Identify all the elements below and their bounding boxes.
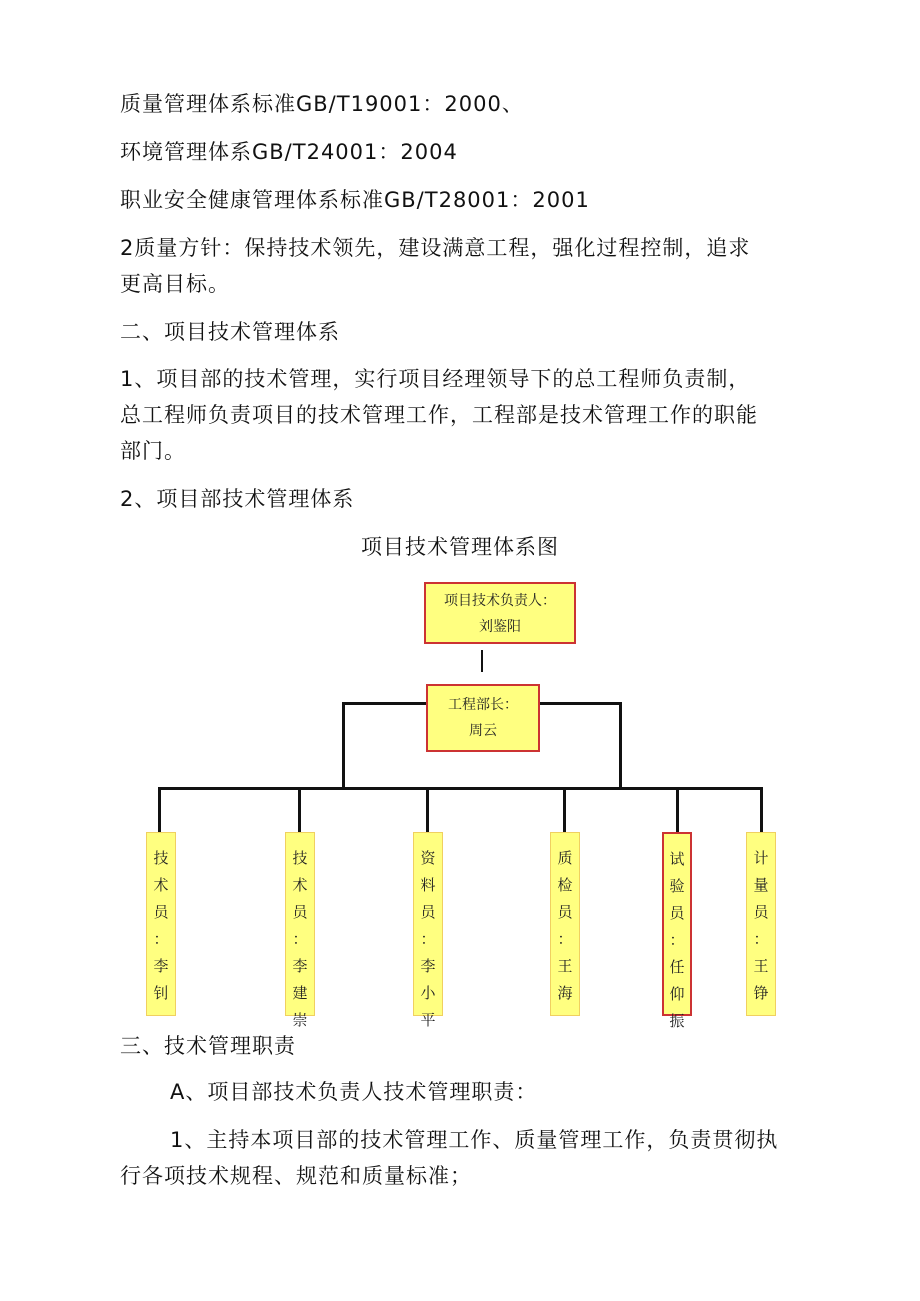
member-1-char: 钊	[153, 984, 169, 1002]
paragraph-tech-system: 2、项目部技术管理体系	[120, 487, 355, 511]
connector-left-v	[342, 702, 345, 790]
org-box-member-5	[662, 832, 692, 1030]
member-2-char: 技	[292, 849, 308, 867]
member-5-char: 仰	[669, 985, 685, 1003]
member-3-char: ：	[420, 930, 436, 948]
member-4-char: 检	[557, 876, 573, 894]
member-1-char: 员	[153, 903, 169, 921]
member-2-char: ：	[292, 930, 308, 948]
connector-drop-2	[298, 787, 301, 832]
paragraph-quality-policy-1: 2质量方针：保持技术领先，建设满意工程，强化过程控制，追求	[120, 236, 751, 260]
member-6-char: 王	[753, 957, 769, 975]
connector-right-v	[619, 702, 622, 790]
member-5-char: ：	[669, 931, 685, 949]
member-3-char: 小	[420, 984, 436, 1002]
member-3-char: 李	[420, 957, 436, 975]
member-1-char: 李	[153, 957, 169, 975]
paragraph-standard-safety: 职业安全健康管理体系标准GB/T28001：2001	[120, 188, 590, 212]
org-box-tech-lead	[424, 582, 576, 644]
member-6-char: 员	[753, 903, 769, 921]
section-heading-2: 二、项目技术管理体系	[120, 320, 340, 344]
paragraph-responsibility-a: A、项目部技术负责人技术管理职责：	[170, 1080, 538, 1104]
member-5-char: 试	[669, 850, 685, 868]
org-box-member-1	[146, 832, 176, 1016]
org-box-tech-lead-title: 项目技术负责人：	[444, 593, 556, 609]
member-4-char: 质	[557, 849, 573, 867]
paragraph-tech-management-2: 总工程师负责项目的技术管理工作，工程部是技术管理工作的职能	[120, 403, 758, 427]
member-5-char: 任	[669, 958, 685, 976]
member-1-char: ：	[153, 930, 169, 948]
org-box-member-2	[285, 832, 315, 1029]
connector-drop-4	[563, 787, 566, 832]
member-1-char: 术	[153, 876, 169, 894]
member-2-char: 李	[292, 957, 308, 975]
connector-drop-6	[760, 787, 763, 832]
org-box-engineering-head-name: 周云	[469, 723, 497, 739]
member-3-char: 料	[420, 876, 436, 894]
member-4-char: ：	[557, 930, 573, 948]
member-5-char: 振	[669, 1012, 685, 1030]
chart-title: 项目技术管理体系图	[361, 535, 559, 559]
member-4-char: 员	[557, 903, 573, 921]
org-box-member-3	[413, 832, 443, 1029]
connector-top-mid	[481, 650, 483, 672]
paragraph-tech-management-3: 部门。	[120, 439, 186, 463]
member-4-char: 海	[557, 984, 573, 1002]
connector-main-bus	[158, 787, 762, 790]
paragraph-tech-management-1: 1、项目部的技术管理，实行项目经理领导下的总工程师负责制，	[120, 367, 751, 391]
connector-mid-left-h	[343, 702, 426, 705]
paragraph-duty-1-line2: 行各项技术规程、规范和质量标准；	[120, 1164, 472, 1188]
connector-drop-5	[676, 787, 679, 832]
org-box-member-4	[550, 832, 580, 1016]
paragraph-duty-1-line1: 1、主持本项目部的技术管理工作、质量管理工作，负责贯彻执	[170, 1128, 779, 1152]
connector-drop-1	[158, 787, 161, 832]
org-box-tech-lead-name: 刘鉴阳	[479, 619, 521, 635]
member-3-char: 资	[420, 849, 436, 867]
member-6-char: 铮	[753, 984, 769, 1002]
member-2-char: 术	[292, 876, 308, 894]
member-5-char: 验	[669, 877, 685, 895]
member-2-char: 建	[292, 984, 308, 1002]
member-3-char: 员	[420, 903, 436, 921]
paragraph-standard-environment: 环境管理体系GB/T24001：2004	[120, 140, 458, 164]
member-6-char: 计	[753, 849, 769, 867]
member-1-char: 技	[153, 849, 169, 867]
org-box-engineering-head-title: 工程部长：	[448, 697, 518, 713]
member-6-char: 量	[753, 876, 769, 894]
member-2-char: 崇	[292, 1011, 308, 1029]
member-6-char: ：	[753, 930, 769, 948]
connector-mid-right-h	[540, 702, 621, 705]
paragraph-quality-policy-2: 更高目标。	[120, 272, 230, 296]
org-box-engineering-head	[426, 684, 540, 752]
member-3-char: 平	[420, 1011, 436, 1029]
connector-drop-3	[426, 787, 429, 832]
member-5-char: 员	[669, 904, 685, 922]
org-box-member-6	[746, 832, 776, 1016]
member-4-char: 王	[557, 957, 573, 975]
member-2-char: 员	[292, 903, 308, 921]
paragraph-standard-quality: 质量管理体系标准GB/T19001：2000、	[120, 92, 524, 116]
section-heading-3: 三、技术管理职责	[120, 1034, 296, 1058]
